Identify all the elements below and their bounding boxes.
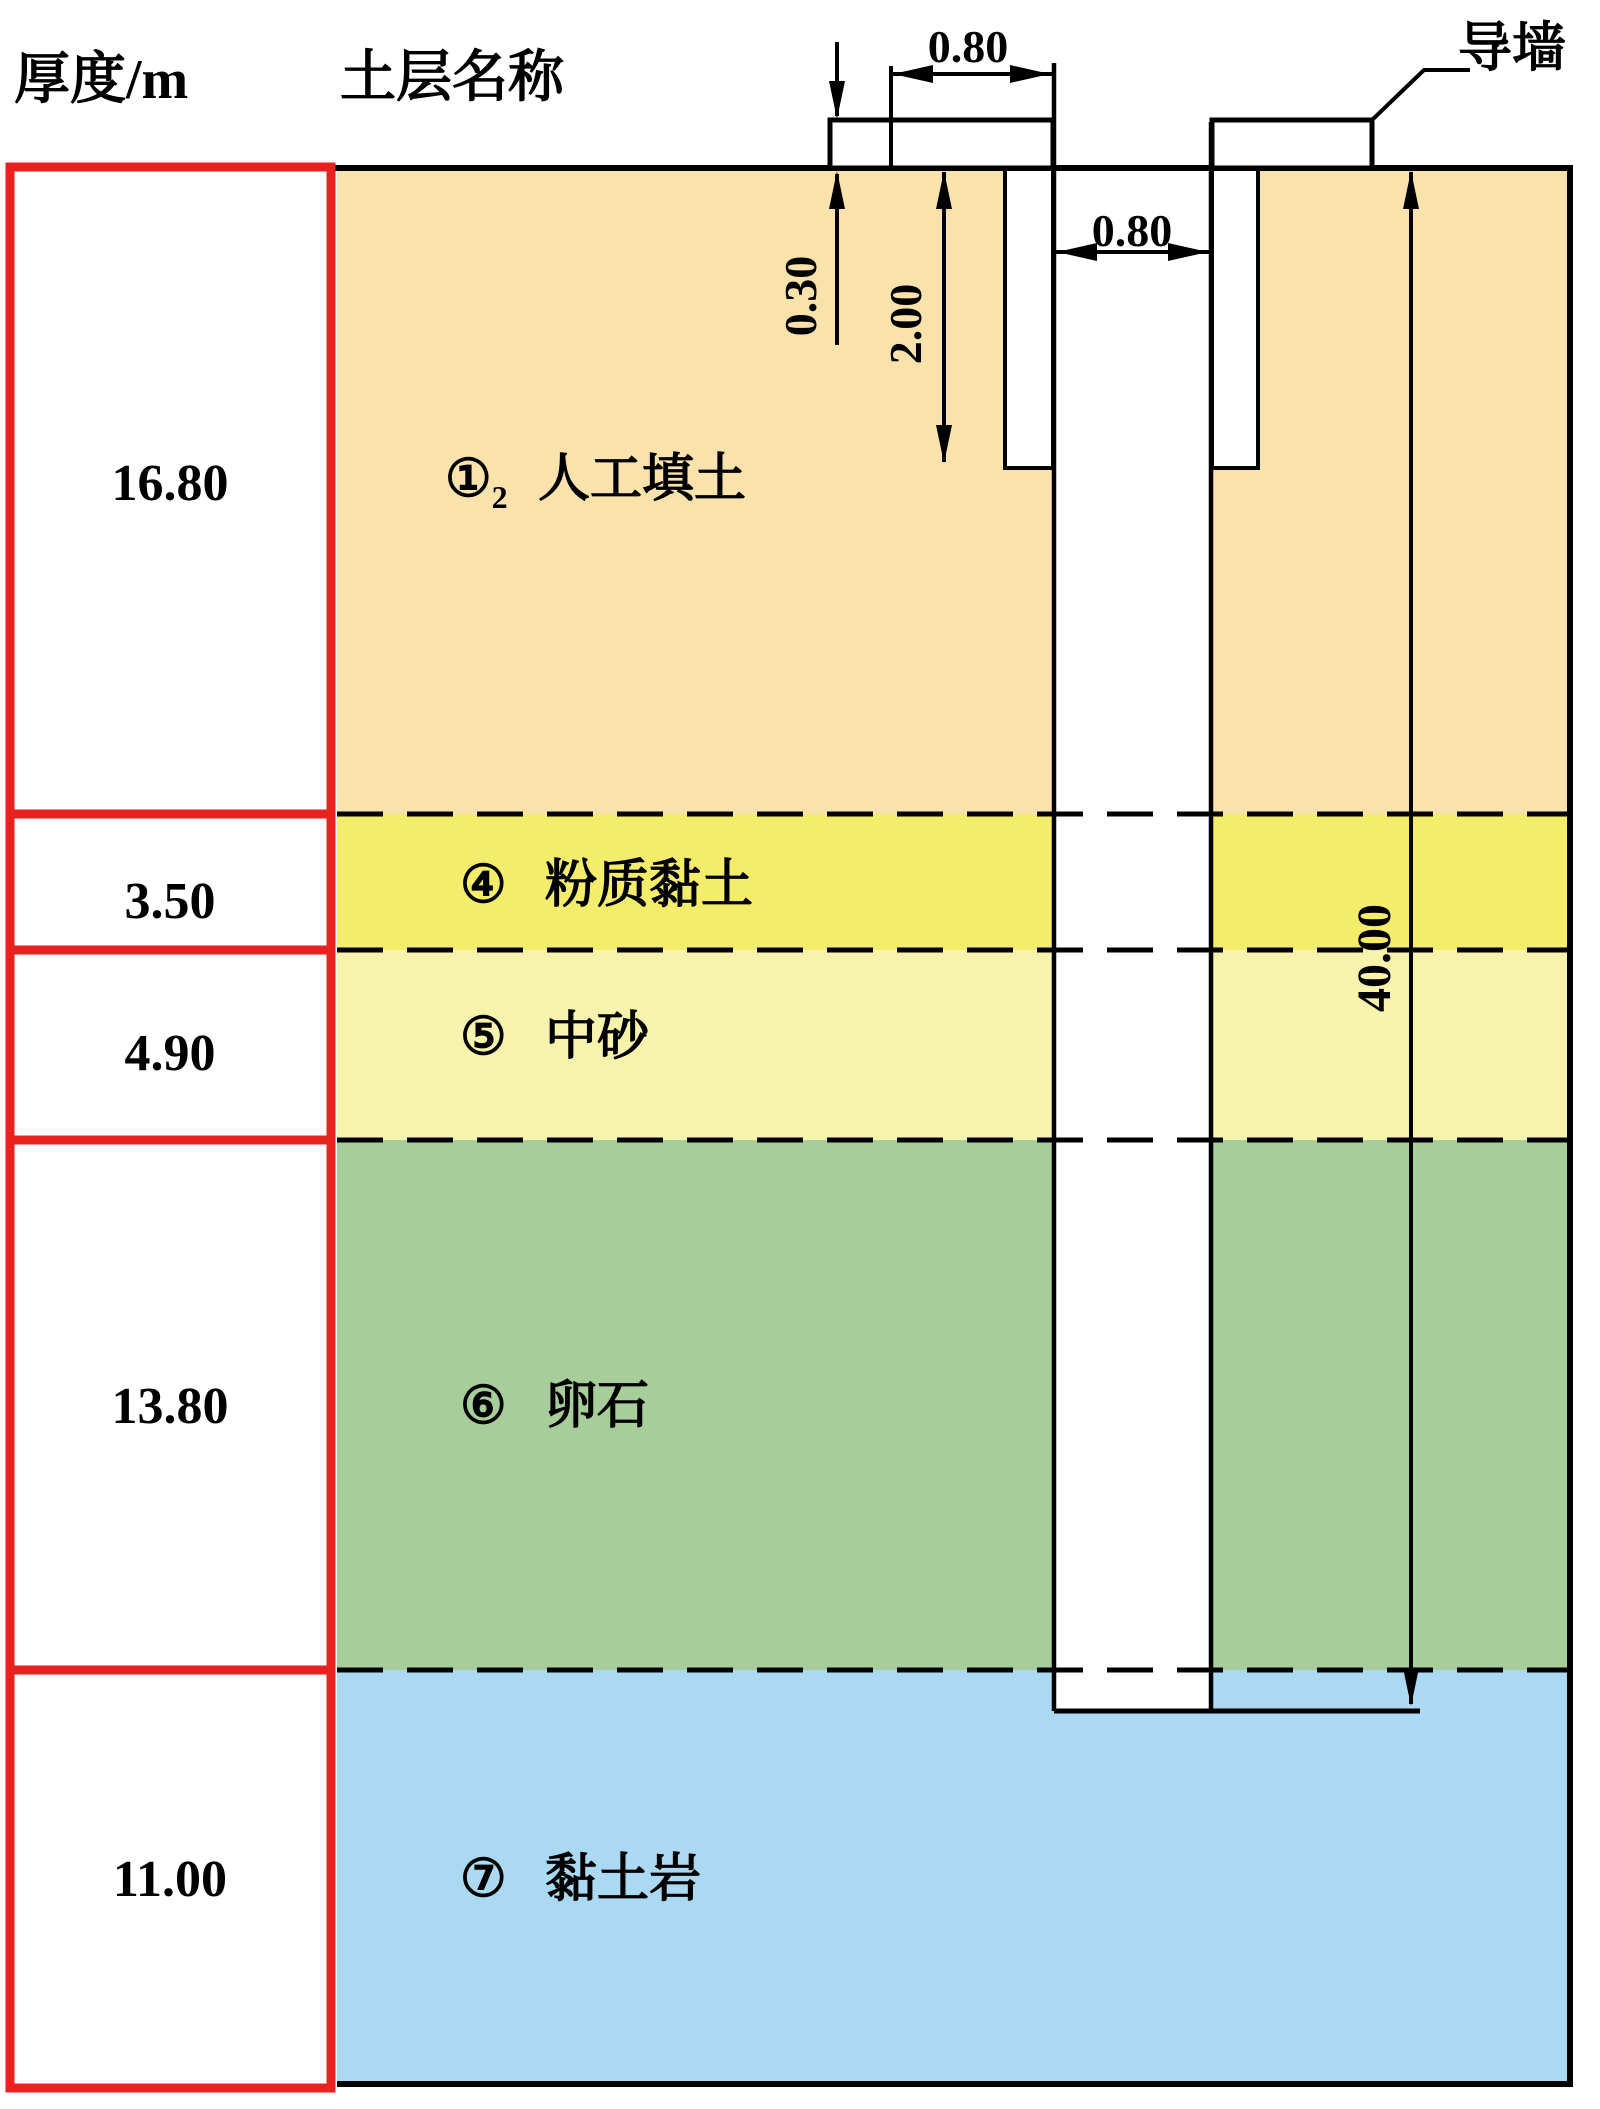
- layer-name-4: 卵石: [545, 1378, 650, 1435]
- thickness-value-5: 11.00: [112, 1851, 228, 1908]
- layer-symbol-3: ⑤: [460, 1009, 507, 1066]
- layer-name-header: 土层名称: [340, 47, 564, 109]
- layer-name-1: 人工填土: [538, 451, 747, 508]
- right-guide-wall-stem: [1212, 168, 1258, 468]
- layer-symbol-1-subscript: 2: [491, 479, 508, 515]
- thickness-value-1: 16.80: [111, 455, 229, 512]
- dim-text-trench-width: 0.80: [1091, 205, 1173, 256]
- layer-label-artificial-fill: [445, 450, 746, 515]
- dim-text-200: 2.00: [880, 283, 931, 365]
- layer-fill-cobble: [337, 1140, 1573, 1670]
- layer-symbol-1: ①: [445, 451, 492, 508]
- dim-text-030: 0.30: [775, 255, 826, 337]
- layer-label-cobble: [460, 1377, 649, 1435]
- layer-symbol-2: ④: [460, 857, 507, 914]
- layer-label-clay-rock: [460, 1850, 701, 1908]
- layer-symbol-4: ⑥: [460, 1378, 507, 1435]
- guide-wall-leader-line: [1372, 70, 1470, 120]
- right-guide-wall-slab: [1212, 120, 1372, 168]
- thickness-value-3: 4.90: [124, 1025, 216, 1082]
- left-guide-wall-stem: [1005, 168, 1053, 468]
- layer-name-3: 中砂: [545, 1009, 650, 1066]
- layer-label-medium-sand: [460, 1008, 651, 1066]
- dim-text-4000: 40.00: [1348, 904, 1401, 1012]
- layer-label-silty-clay: [460, 856, 753, 914]
- dim-text-top-width: 0.80: [927, 21, 1009, 72]
- thickness-header: 厚度/m: [14, 49, 189, 111]
- layer-fill-artificial-fill: [337, 168, 1573, 814]
- trench-slot: [1054, 171, 1211, 1711]
- layer-symbol-5: ⑦: [460, 1851, 507, 1908]
- guide-wall-label: 导墙: [1458, 18, 1566, 78]
- layer-name-2: 粉质黏土: [545, 857, 754, 914]
- thickness-value-2: 3.50: [124, 873, 216, 930]
- layer-name-5: 黏土岩: [545, 1851, 702, 1908]
- arrowhead-right-icon: [1010, 65, 1050, 83]
- layer-fill-clay-rock: [337, 1670, 1573, 2084]
- left-guide-wall-slab: [830, 120, 1053, 168]
- thickness-value-4: 13.80: [111, 1378, 229, 1435]
- arrowhead-down-icon: [829, 81, 845, 119]
